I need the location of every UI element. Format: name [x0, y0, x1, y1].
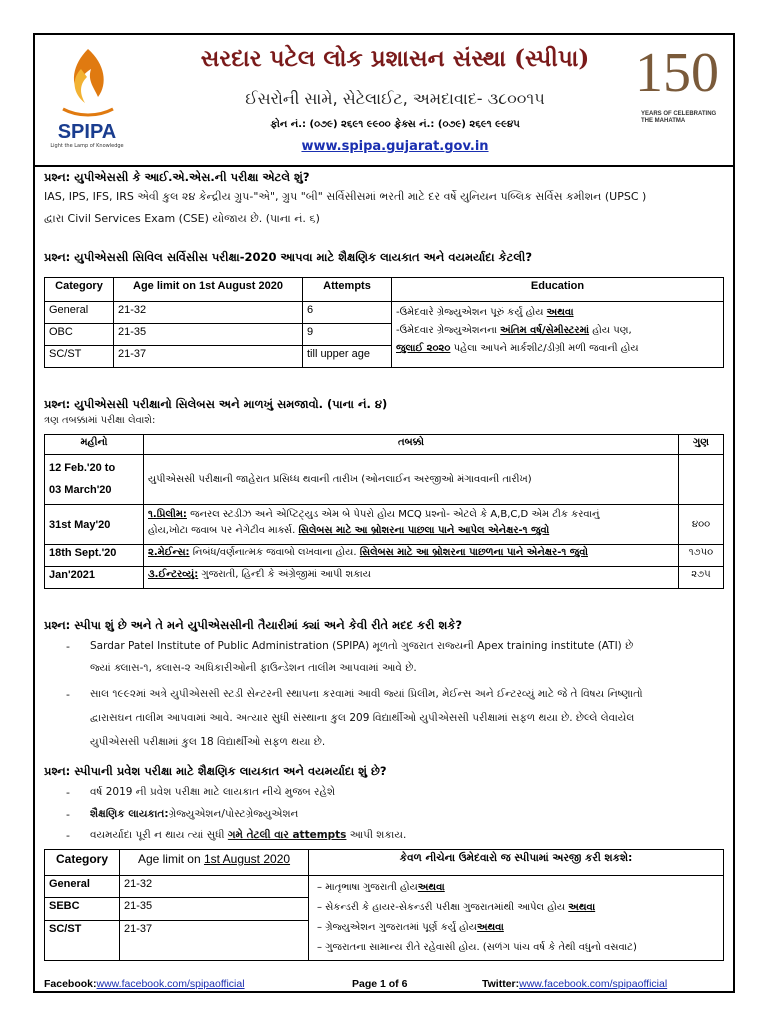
- syllabus-ref: સિલેબસ માટે આ બ્રોશરના પાછળના પાને એનેક્ષર-૧ જુવો: [359, 547, 588, 558]
- table-row: [45, 876, 724, 898]
- cell-stage: યુપીએસસી પરીક્ષાની જાહેરાત પ્રસિધ્ધ થવાની તારીખ (ઓનલાઈન અરજીઓ મંગાવવાની તારીખ): [144, 455, 679, 505]
- cell-category: OBC: [45, 324, 114, 346]
- cell-marks: ૨૭૫: [679, 567, 724, 589]
- cell-month: Jan'2021: [45, 567, 144, 589]
- edu-line2-emph: અંતિમ વર્ષ/સેમીસ્ટરમાં: [500, 325, 590, 336]
- edu-line1: -ઉમેદવારે ગ્રેજ્યુએશન પૂરું કર્યું હોય: [396, 307, 547, 318]
- edu-line2: -ઉમેદવાર ગ્રેજ્યુએશનના: [396, 325, 501, 336]
- col-attempts: Attempts: [303, 278, 392, 302]
- q5-b3: [90, 829, 406, 842]
- attempts-end: આપી શકાય.: [346, 829, 407, 841]
- cond-2-or: અથવા: [568, 902, 596, 913]
- cell-marks: ૧૭૫૦: [679, 545, 724, 567]
- cell-age: 21-32: [120, 876, 309, 898]
- col-category: Category: [45, 278, 114, 302]
- col-applicants: કેવળ નીચેના ઉમેદવારો જ સ્પીપામાં અરજી કરી શકશે:: [309, 850, 724, 876]
- q5-heading: પ્રશ્ન: સ્પીપાની પ્રવેશ પરીક્ષા માટે શૈક્ષણિક લાયકાત અને વયમર્યાદા શું છે?: [44, 764, 387, 778]
- edu-line2-end: હોય પણ,: [589, 325, 632, 336]
- q4-b2-l2: દ્વારાસઘન તાલીમ આપવામાં આવે. અત્યાર સુધી સંસ્થાના કુલ 209 વિદ્યાર્થીઓ યુપીએસસી પરીક્ષામાં સફળ થયા છે. છેલ્લે લેવાયેલ: [90, 712, 635, 724]
- table-row: [45, 567, 724, 589]
- cell-marks: [679, 455, 724, 505]
- facebook-link[interactable]: www.facebook.com/spipaofficial: [96, 978, 245, 990]
- website-link[interactable]: www.spipa.gujarat.gov.in: [301, 139, 489, 154]
- cell-month: 31st May'20: [45, 505, 144, 545]
- q4-heading: પ્રશ્ન: સ્પીપા શું છે અને તે મને યુપીએસસીની તૈયારીમાં ક્યાં અને કેવી રીતે મદદ કરી શકે?: [44, 618, 463, 632]
- q1-line1: IAS, IPS, IFS, IRS એવી કુલ ૨૪ કેન્દ્રીય ગ્રુપ-"એ", ગ્રુપ "બી" સર્વિસીસમાં ભરતી માટે દર વર્ષે યુનિયન પબ્લિક સર્વિસ કમીશન (UPSC ): [44, 190, 647, 203]
- cond-4: ગુજરાતના સામાન્ય રીતે રહેવાસી હોય. (સળંગ પાંચ વર્ષ કે તેથી વધુનો વસવાટ): [325, 942, 637, 953]
- stage-label: ૩.ઈન્ટરવ્યું:: [148, 569, 199, 580]
- cell-age: 21-35: [120, 898, 309, 920]
- cell-age: 21-35: [114, 324, 303, 346]
- edu-line3: પહેલા આપને માર્કશીટ/ડીગ્રી મળી જવાની હોય: [450, 343, 639, 354]
- stage-text: ગુજરાતી, હિન્દી કે અંગ્રેજીમાં આપી શકાય: [198, 569, 371, 580]
- attempts-emph: ગમે તેટલી વાર attempts: [227, 829, 347, 841]
- page-number: Page 1 of 6: [352, 978, 408, 990]
- institute-title: સરદાર પટેલ લોક પ્રશાસન સંસ્થા (સ્પીપા): [200, 45, 590, 72]
- bullet-dash: -: [66, 829, 70, 842]
- q3-heading: પ્રશ્ન: યુપીએસસી પરીક્ષાનો સિલેબસ અને માળખું સમજાવો. (પાના નં. ૪): [44, 397, 388, 411]
- cell-category: General: [45, 876, 120, 898]
- attempts-text: વયમર્યાદા પૂરી ન થાય ત્યાં સુધી: [90, 829, 228, 841]
- table-row: [45, 302, 724, 324]
- cell-education: [392, 302, 724, 368]
- flame-icon: [43, 39, 133, 129]
- cell-stage: [144, 567, 679, 589]
- gandhi-150-badge: [635, 41, 727, 161]
- cell-attempts: till upper age: [303, 346, 392, 368]
- badge-number: 150: [635, 42, 719, 104]
- age-head: Age limit on: [137, 852, 204, 866]
- cell-month: [45, 455, 144, 505]
- cell-month: 18th Sept.'20: [45, 545, 144, 567]
- bullet-dash: -: [66, 808, 70, 821]
- edu-line1-or: અથવા: [546, 307, 574, 318]
- bullet-dash: -: [66, 786, 70, 799]
- month-start: 12 Feb.'20 to: [49, 462, 116, 474]
- cell-category: SEBC: [45, 898, 120, 920]
- cell-age: 21-32: [114, 302, 303, 324]
- col-marks: ગુણ: [679, 435, 724, 455]
- q4-b2-l1: સાલ ૧૯૯૨માં અત્રે યુપીએસસી સ્ટડી સેન્ટરની સ્થાપના કરવામાં આવી જ્યાં પ્રિલીમ, મેઈન્સ અને ઈન્ટરવ્યું માટે જે તે વિષય નિષ્ણાતો: [90, 688, 643, 700]
- table-row: [45, 455, 724, 505]
- stage-label: ૧.પ્રિલીમ:: [148, 509, 187, 520]
- exam-structure-table: [44, 434, 724, 589]
- col-age: Age limit on 1st August 2020: [114, 278, 303, 302]
- q1-line2: દ્વારા Civil Services Exam (CSE) યોજાય છે. (પાના નં. ૬): [44, 212, 320, 225]
- bullet-dash: -: [66, 688, 70, 701]
- footer-facebook: [44, 978, 245, 990]
- facebook-label: Facebook:: [44, 978, 97, 990]
- logo-wordmark: SPIPA: [57, 121, 117, 143]
- stage-text: નિબંધ/વર્ણનાત્મક જવાબો લખવાના હોય.: [189, 547, 360, 558]
- q4-b2-l3: યુપીએસસી પરીક્ષામાં કુલ 18 વિદ્યાર્થીઓ સફળ થયા છે.: [90, 736, 326, 748]
- cond-2: સેકન્ડરી કે હાયર-સેકન્ડરી પરીક્ષા ગુજરાતમાંથી આપેલ હોય: [325, 902, 569, 913]
- cond-3-or: અથવા: [476, 922, 504, 933]
- stage-text2: હોય,ખોટા જવાબ પર નેગેટીવ માર્ક્સ.: [148, 525, 299, 536]
- q5-b2: [90, 808, 298, 821]
- edu-line3-emph: જુલાઈ ૨૦૨૦: [396, 343, 451, 354]
- footer-twitter: [482, 978, 667, 990]
- eligibility-table: [44, 277, 724, 368]
- spipa-eligibility-table: [44, 849, 724, 961]
- cell-stage: [144, 505, 679, 545]
- cell-age: 21-37: [114, 346, 303, 368]
- letterhead: [35, 35, 733, 167]
- stage-label: ૨.મેઈન્સ:: [148, 547, 190, 558]
- cond-1: માતૃભાષા ગુજરાતી હોય: [325, 882, 418, 893]
- syllabus-ref: સિલેબસ માટે આ બ્રોશરના પાછલા પાને આપેલ એનેક્ષર-૧ જુવો: [298, 525, 550, 536]
- col-stage: તબક્કો: [144, 435, 679, 455]
- cell-attempts: 9: [303, 324, 392, 346]
- cell-stage: [144, 545, 679, 567]
- col-education: Education: [392, 278, 724, 302]
- qualification-label: શૈક્ષણિક લાયકાત:: [90, 808, 169, 820]
- cell-marks: ૪૦૦: [679, 505, 724, 545]
- institute-address: ઈસરોની સામે, સેટેલાઈટ, અમદાવાદ- ૩૮૦૦૧૫: [245, 89, 545, 108]
- stage-text: જનરલ સ્ટડીઝ અને એપ્ટિટ્યુડ એમ બે પેપરો હોય MCQ પ્રશ્નો- એટલે કે A,B,C,D એમ ટીક કરવાનું: [186, 509, 600, 520]
- cond-1-or: અથવા: [417, 882, 445, 893]
- table-row: [45, 545, 724, 567]
- cell-conditions: – માતૃભાષા ગુજરાતી હોયઅથવા – સેકન્ડરી કે હાયર-સેકન્ડરી પરીક્ષા ગુજરાતમાંથી આપેલ હોય અથવા – ગ્રેજ્યુએશન ગુજરાતમાં પૂર્ણ કર્યું હોયઅથવા – ગુજરાતના સામાન્ય રીતે રહેવાસી હોય. (સળંગ પાંચ વર્ષ કે તેથી વધુનો વસવાટ): [309, 876, 724, 961]
- q2-heading: પ્રશ્ન: યુપીએસસી સિવિલ સર્વિસીસ પરીક્ષા-2020 આપવા માટે શૈક્ષણિક લાયકાત અને વયમર્યાદા કેટલી?: [44, 250, 533, 264]
- cell-category: SC/ST: [45, 920, 120, 961]
- q4-b1-l2: જ્યાં ક્લાસ-૧, ક્લાસ-૨ અધિકારીઓની ફાઉન્ડેશન તાલીમ આપવામાં આવે છે.: [90, 662, 417, 674]
- col-age: [120, 850, 309, 876]
- bullet-dash: -: [66, 640, 70, 653]
- institute-phone: ફોન નં.: (૦૭૯) ૨૬૯૧ ૯૯૦૦ ફેક્સ નં.: (૦૭૯) ૨૬૯૧ ૯૯૪૫: [270, 119, 520, 130]
- cond-3: ગ્રેજ્યુએશન ગુજરાતમાં પૂર્ણ કર્યું હોય: [325, 922, 477, 933]
- badge-text: YEARS OF CELEBRATING THE MAHATMA: [641, 111, 717, 124]
- col-category: Category: [45, 850, 120, 876]
- twitter-label: Twitter:: [482, 978, 520, 990]
- cell-age: 21-37: [120, 920, 309, 961]
- q4-b1-l1: Sardar Patel Institute of Public Administration (SPIPA) મૂળતો ગુજરાત રાજ્યની Apex training institute (ATI) છે: [90, 640, 634, 652]
- qualification-text: ગ્રેજ્યુએશન/પોસ્ટગ્રેજ્યુએશન: [168, 808, 299, 820]
- q3-intro: ત્રણ તબક્કામાં પરીક્ષા લેવાશે:: [44, 415, 156, 426]
- month-end: 03 March'20: [49, 484, 112, 496]
- twitter-link[interactable]: www.facebook.com/spipaofficial: [519, 978, 668, 990]
- table-row: [45, 505, 724, 545]
- q5-b1: વર્ષ 2019 ની પ્રવેશ પરીક્ષા માટે લાયકાત નીચે મુજબ રહેશે: [90, 786, 336, 798]
- logo-tagline: Light the Lamp of Knowledge: [50, 143, 124, 149]
- age-head-date: 1st August 2020: [203, 852, 291, 866]
- cell-category: General: [45, 302, 114, 324]
- col-month: મહીનો: [45, 435, 144, 455]
- q1-heading: પ્રશ્ન: યુપીએસસી કે આઈ.એ.એસ.ની પરીક્ષા એટલે શું?: [44, 170, 310, 184]
- cell-attempts: 6: [303, 302, 392, 324]
- cell-category: SC/ST: [45, 346, 114, 368]
